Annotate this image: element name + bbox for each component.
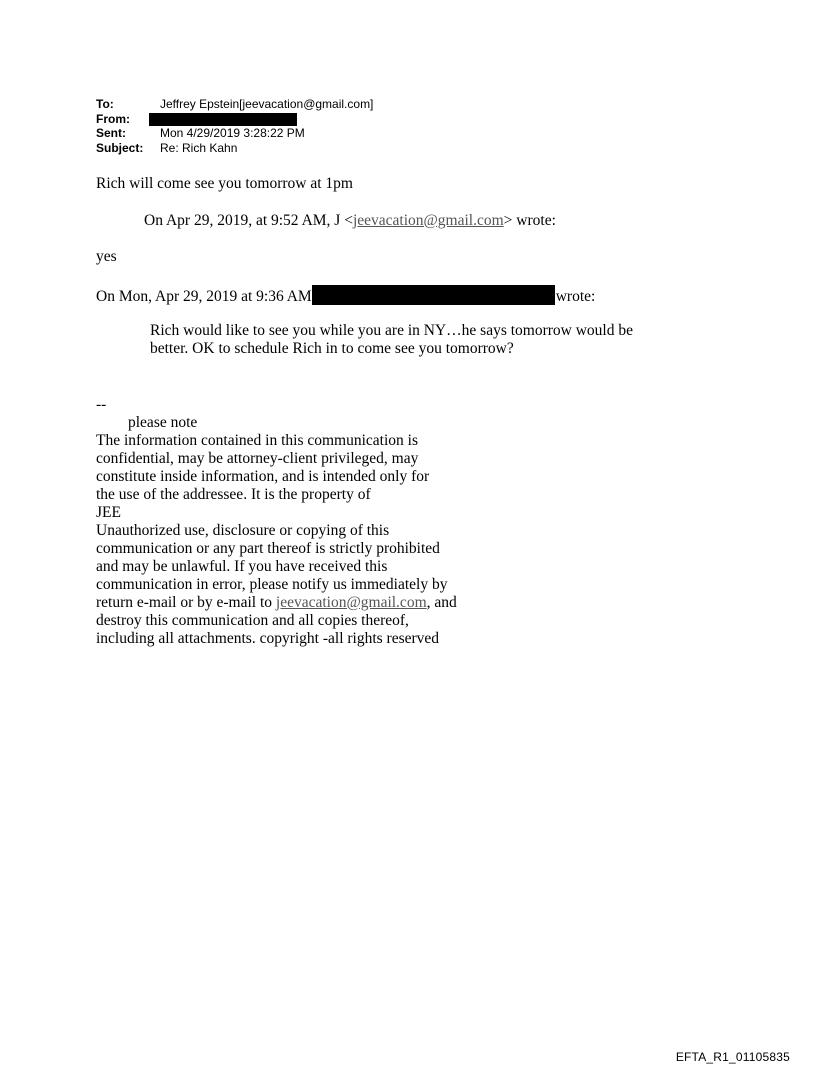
- return-prefix: return e-mail or by e-mail to: [96, 594, 276, 611]
- disclaimer-line: The information contained in this communication is: [96, 432, 418, 449]
- quoted-line-2: better. OK to schedule Rich in to come see you tomorrow?: [150, 340, 514, 357]
- quoted-line-1: Rich would like to see you while you are in NY…he says tomorrow would be: [150, 322, 633, 339]
- disclaimer-line: JEE: [96, 504, 121, 521]
- disclaimer-line: constitute inside information, and is intended only for: [96, 468, 430, 485]
- quote2-sender-redaction: [312, 285, 555, 305]
- disclaimer-line: Unauthorized use, disclosure or copying of this: [96, 522, 390, 539]
- sent-label: Sent:: [96, 126, 126, 140]
- quote1-header: [144, 212, 556, 230]
- subject-label: Subject:: [96, 140, 144, 155]
- from-redaction: [149, 113, 297, 126]
- quoted-message: [150, 322, 633, 358]
- disclaimer-email-link[interactable]: jeevacation@gmail.com: [275, 594, 427, 611]
- disclaimer-line: communication in error, please notify us immediately by: [96, 576, 448, 593]
- disclaimer-line: destroy this communication and all copies thereof,: [96, 612, 409, 629]
- quote1-email-link[interactable]: jeevacation@gmail.com: [352, 212, 504, 229]
- disclaimer-line: confidential, may be attorney-client privileged, may: [96, 450, 419, 467]
- disclaimer-line: including all attachments. copyright -all rights reserved: [96, 630, 440, 647]
- quote1-prefix: On Apr 29, 2019, at 9:52 AM, J <: [144, 212, 353, 229]
- from-label: From:: [96, 111, 130, 126]
- to-value: Jeffrey Epstein[jeevacation@gmail.com]: [160, 97, 374, 111]
- quote1-suffix: > wrote:: [503, 212, 556, 229]
- to-label: To:: [96, 97, 114, 111]
- please-note: please note: [128, 414, 198, 431]
- quote2-suffix: wrote:: [555, 288, 596, 305]
- subject-value: Re: Rich Kahn: [160, 140, 238, 155]
- disclaimer-line: the use of the addressee. It is the property of: [96, 486, 371, 503]
- document-id: EFTA_R1_01105835: [675, 1050, 790, 1064]
- return-suffix: , and: [426, 594, 457, 611]
- disclaimer-line: and may be unlawful. If you have received this: [96, 558, 388, 575]
- signature-dashes: --: [96, 396, 107, 413]
- quote2-prefix: On Mon, Apr 29, 2019 at 9:36 AM: [96, 288, 312, 305]
- yes-line: yes: [96, 248, 117, 265]
- sent-value: Mon 4/29/2019 3:28:22 PM: [160, 126, 305, 140]
- disclaimer-line: communication or any part thereof is strictly prohibited: [96, 540, 440, 557]
- reply-line: Rich will come see you tomorrow at 1pm: [96, 175, 353, 192]
- quote2-header: [96, 285, 595, 306]
- disclaimer-text: [96, 432, 457, 648]
- disclaimer-return-line: [96, 594, 457, 612]
